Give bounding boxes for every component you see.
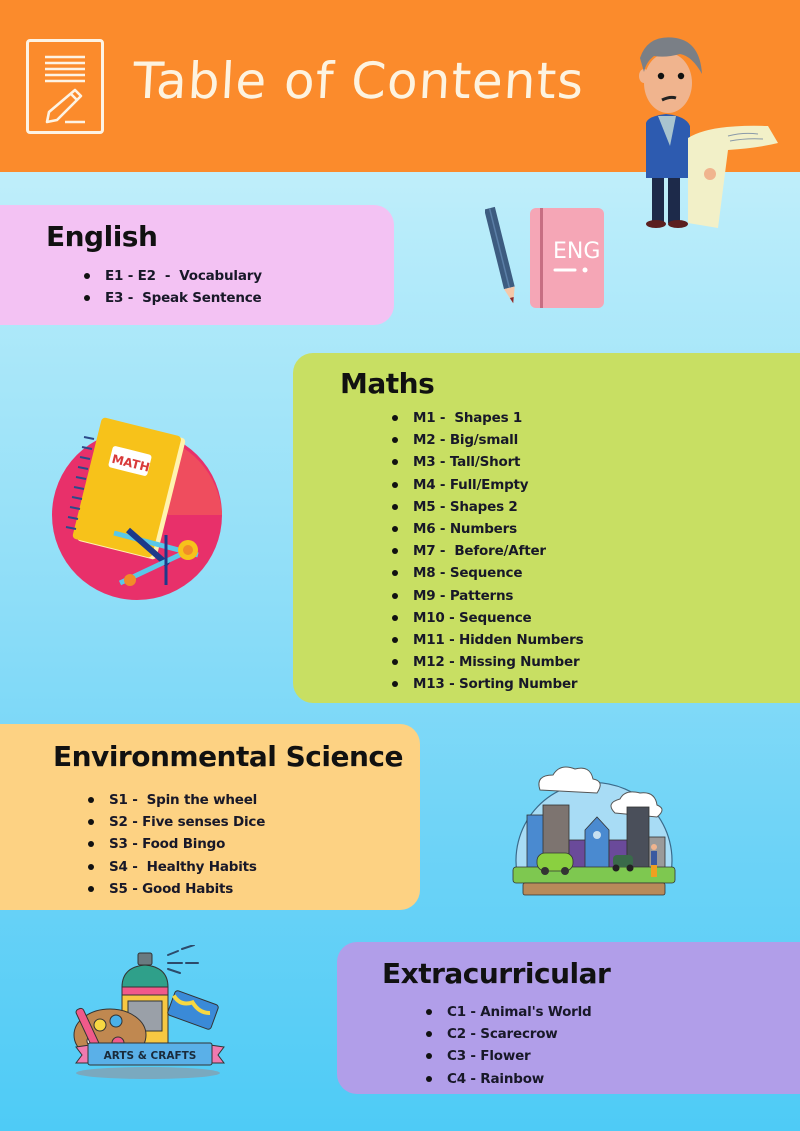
list-item: E3 - Speak Sentence <box>84 287 262 309</box>
list-item: S4 - Healthy Habits <box>88 856 265 878</box>
list-item: M2 - Big/small <box>392 429 583 451</box>
list-item: M8 - Sequence <box>392 562 583 584</box>
list-item: C1 - Animal's World <box>426 1001 592 1023</box>
list-item: M4 - Full/Empty <box>392 474 583 496</box>
list-item: S2 - Five senses Dice <box>88 811 265 833</box>
section-extracurricular <box>337 942 800 1094</box>
section-title-environmental-science: Environmental Science <box>53 740 403 773</box>
list-item: M6 - Numbers <box>392 518 583 540</box>
math-notebook-illustration <box>48 415 226 600</box>
list-item: C3 - Flower <box>426 1045 592 1067</box>
list-item: M12 - Missing Number <box>392 651 583 673</box>
list-item: E1 - E2 - Vocabulary <box>84 265 262 287</box>
section-english <box>0 205 394 325</box>
pencil-and-book-illustration <box>485 200 610 312</box>
extracurricular-topic-list <box>426 1001 592 1090</box>
list-item: S3 - Food Bingo <box>88 833 265 855</box>
list-item: M7 - Before/After <box>392 540 583 562</box>
section-environmental-science <box>0 724 420 910</box>
list-item: S1 - Spin the wheel <box>88 789 265 811</box>
list-item: C2 - Scarecrow <box>426 1023 592 1045</box>
section-title-english: English <box>46 220 158 253</box>
list-item: M11 - Hidden Numbers <box>392 629 583 651</box>
list-item: M5 - Shapes 2 <box>392 496 583 518</box>
section-maths <box>293 353 800 703</box>
book-label-eng: ENG <box>553 239 601 264</box>
english-topic-list <box>84 265 262 309</box>
list-item: M10 - Sequence <box>392 607 583 629</box>
list-item: M1 - Shapes 1 <box>392 407 583 429</box>
arts-crafts-banner-label: ARTS & CRAFTS <box>103 1050 197 1062</box>
city-snow-globe-illustration <box>505 755 683 900</box>
list-item: M9 - Patterns <box>392 585 583 607</box>
teacher-reading-scroll-illustration <box>618 28 788 233</box>
arts-and-crafts-illustration <box>70 945 230 1080</box>
maths-topic-list <box>392 407 583 695</box>
page-title: Table of Contents <box>131 52 586 110</box>
section-title-maths: Maths <box>340 367 435 400</box>
list-item: M13 - Sorting Number <box>392 673 583 695</box>
document-pencil-icon <box>26 39 104 134</box>
section-title-extracurricular: Extracurricular <box>382 957 611 990</box>
list-item: M3 - Tall/Short <box>392 451 583 473</box>
list-item: C4 - Rainbow <box>426 1068 592 1090</box>
environmental-science-topic-list <box>88 789 265 900</box>
book-label-math: MATH <box>110 451 152 475</box>
list-item: S5 - Good Habits <box>88 878 265 900</box>
